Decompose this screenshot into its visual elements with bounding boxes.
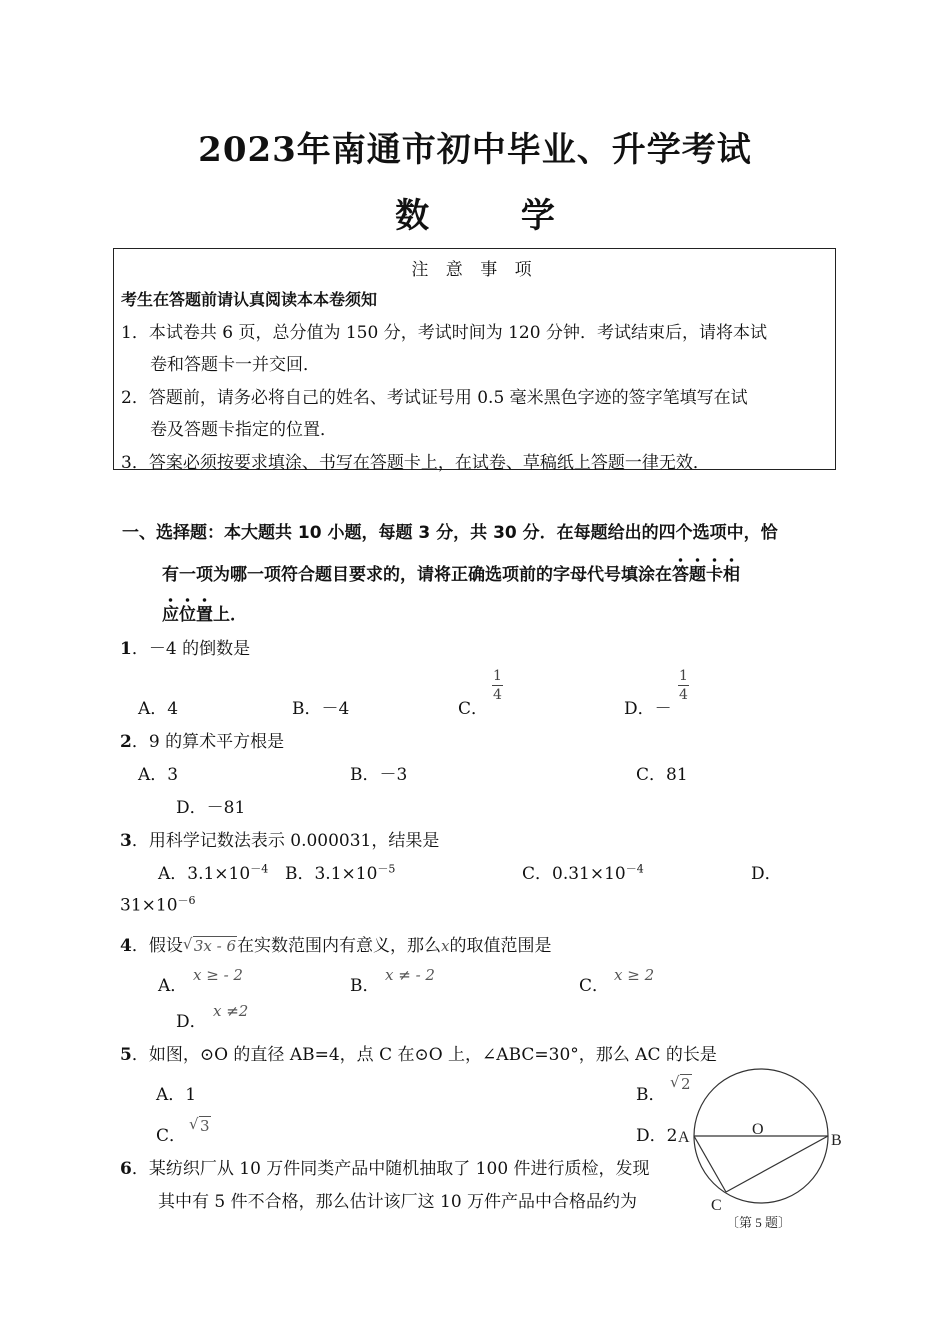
q4-option-d [176,1007,207,1032]
q5-b-radicand: 2 [681,1075,691,1093]
q4-option-a [158,971,187,996]
q2-option-d: D．－81 [176,798,246,818]
q1-option-c [458,694,488,719]
question-2 [120,727,284,752]
q6-number: 6 [120,1159,132,1179]
q3-stem: ．用科学记数法表示 0.000031，结果是 [131,831,440,851]
question-6 [120,1154,650,1179]
notice-item-2b: 卷及答题卡指定的位置． [150,420,337,440]
q3-a-base: A．3.1×10 [158,864,251,884]
label-o: O [752,1121,764,1138]
section-line-3 [162,600,247,625]
q5-c-radicand: 3 [200,1117,210,1135]
q5-c-math [189,1116,211,1135]
q5-number: 5 [120,1045,132,1065]
section-line-3-text: 上． [213,605,247,625]
q3-option-b [285,859,395,884]
q5-b-label: B． [636,1085,666,1105]
question-1 [120,634,250,659]
notice-box [113,248,836,473]
section-line-2 [162,560,740,585]
label-a: A [678,1129,690,1146]
q4-radical [183,937,237,955]
q3-c-base: C．0.31×10 [522,864,626,884]
figure-caption: 〔第 5 题〕 [726,1215,792,1230]
notice-item-1a: 1．本试卷共 6 页，总分值为 150 分，考试时间为 120 分钟．考试结束后，请将本试 [121,323,767,343]
q2-option-a: A．3 [138,765,179,785]
q3-b-exponent: －5 [377,862,396,876]
segment-ac [694,1136,726,1192]
q4-radicand: 3x - 6 [193,937,236,955]
q2-option-c: C．81 [636,765,688,785]
q2-number: 2 [120,732,132,752]
q4-c-math: x ≥ 2 [614,966,655,984]
segment-cb [726,1136,828,1192]
q1-option-b: B．－4 [292,699,350,719]
q3-option-d-value [120,892,196,916]
q5-c-label: C． [156,1126,187,1146]
label-c: C [711,1197,722,1214]
q1-d-numerator: 1 [679,668,688,684]
q6-line-2: 其中有 5 件不合格，那么估计该厂这 10 万件产品中合格品约为 [158,1192,638,1212]
notice-item-1b: 卷和答题卡一并交回． [150,355,320,375]
q5-option-a: A．1 [156,1085,197,1105]
q4-number: 4 [120,936,132,956]
q4-b-math: x ≠ - 2 [385,966,435,984]
q4-b-label: B． [350,976,380,996]
q3-d-exponent: －6 [177,894,196,907]
q1-number: 1 [120,639,132,659]
emphasis-position: 应位置 [162,605,213,625]
q4-a-label: A． [158,976,188,996]
q4-c-label: C． [579,976,610,996]
q3-c-exponent: －4 [625,862,644,876]
section-line-2-text: 有一项为哪一项符合题目要求的，请将正确选项前的字母代号填涂在 [162,565,672,585]
q5-option-d: D．2 [636,1126,678,1146]
emphasis-answer-card: 答题卡相 [672,565,740,585]
q1-stem: ．－4 的倒数是 [131,639,251,659]
q3-option-c [522,859,644,884]
q4-stem-post: 的取值范围是 [449,936,552,956]
notice-item-2a: 2．答题前，请务必将自己的姓名、考试证号用 0.5 毫米黑色字迹的签字笔填写在试 [121,388,748,408]
q2-option-b: B．－3 [350,765,408,785]
q1-option-c-label: C． [458,699,489,719]
notice-heading: 注 意 事 项 [411,260,538,280]
q3-d-base: 31×10 [120,895,178,916]
q1-option-a: A．4 [138,699,179,719]
q4-stem-mid: 在实数范围内有意义，那么 [237,936,441,956]
q1-c-numerator: 1 [493,668,502,684]
q1-option-c-fraction [492,667,503,704]
q5-option-c [156,1121,186,1146]
question-5 [120,1040,717,1065]
exam-subject: 数 学 [395,196,595,236]
q3-option-d: D． [751,864,782,884]
q3-number: 3 [120,831,132,851]
q6-line-1: ．某纺织厂从 10 万件同类产品中随机抽取了 100 件进行质检，发现 [131,1159,650,1179]
q5-circle-figure [668,1060,858,1240]
notice-item-3: 3．答案必须按要求填涂、书写在答题卡上，在试卷、草稿纸上答题一律无效． [121,453,710,473]
q1-option-d: D．－ [624,699,672,719]
q4-a-math: x ≥ - 2 [193,966,243,984]
exam-title: 2023年南通市初中毕业、升学考试 [198,130,752,170]
label-b: B [831,1132,842,1149]
q5-stem: ．如图，⊙O 的直径 AB=4，点 C 在⊙O 上，∠ABC=30°，那么 AC 的长是 [131,1045,717,1065]
q4-variable: x [441,937,450,955]
q1-d-denominator: 4 [679,687,688,703]
q3-b-base: B．3.1×10 [285,864,378,884]
q3-a-exponent: －4 [250,862,269,876]
question-3 [120,826,439,851]
q5-option-b [636,1080,666,1105]
notice-intro: 考生在答题前请认真阅读本本卷须知 [121,290,378,309]
q2-stem: ．9 的算术平方根是 [131,732,285,752]
q4-option-c [579,971,609,996]
q3-option-a [158,859,268,884]
q4-stem-pre: ．假设 [131,936,183,956]
question-4 [120,931,551,956]
q4-option-b [350,971,380,996]
q1-option-d-fraction [678,667,689,704]
section-line-1: 一、选择题：本大题共 10 小题，每题 3 分，共 30 分．在每题给出的四个选项中，恰 [122,523,778,543]
q4-d-label: D． [176,1012,207,1032]
q1-c-denominator: 4 [493,687,502,703]
q4-d-math: x ≠2 [213,1002,249,1020]
